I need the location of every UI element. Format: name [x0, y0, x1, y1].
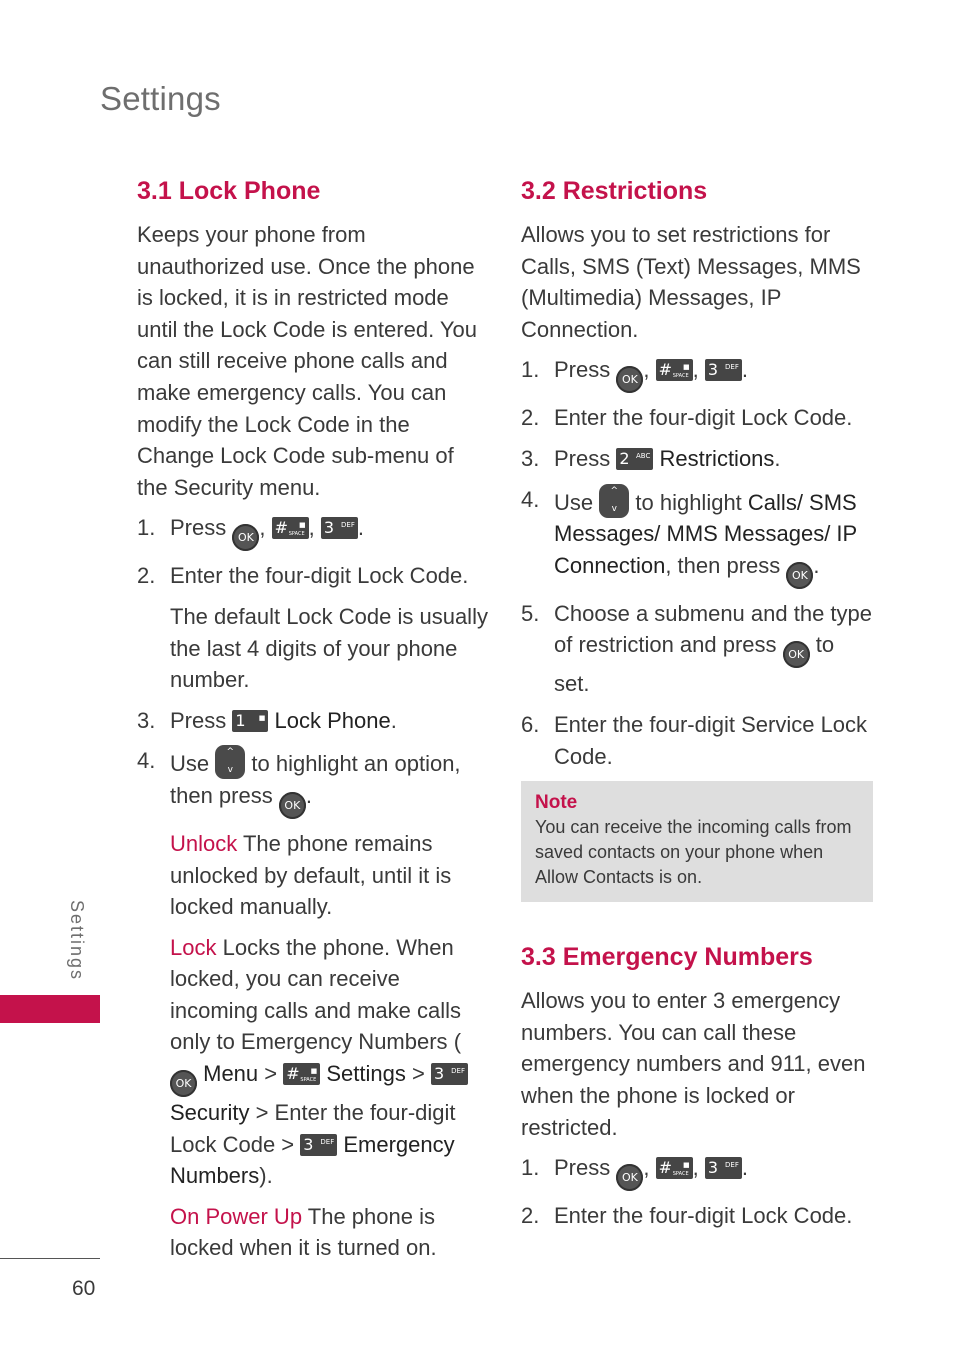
three-def-key-icon: 3 DEF: [300, 1134, 337, 1156]
lock-phone-heading: 3.1 Lock Phone: [137, 177, 321, 205]
lock-phone-label: Lock Phone: [274, 707, 391, 733]
lock-phone-section: [137, 172, 489, 1273]
note-title: Note: [535, 792, 578, 814]
security-label: Security: [170, 1100, 250, 1126]
one-key-icon: 1 ■: [232, 710, 268, 732]
step-2: 2. Enter the four-digit Lock Code.: [521, 1203, 853, 1229]
step-2: 2. Enter the four-digit Lock Code.: [521, 405, 853, 431]
three-def-key-icon: 3 DEF: [431, 1063, 468, 1085]
navigation-key-icon: ^ v: [599, 484, 629, 518]
step-4: 4. Use ^ v to highlight an option, then press OK .: [137, 745, 489, 819]
emergency-numbers-label: Emergency Numbers: [170, 1131, 455, 1189]
step-1: 1. Press OK , # ■ SPACE , 3 DEF .: [137, 512, 489, 551]
restrictions-section: [521, 172, 873, 1241]
emergency-numbers-intro: Allows you to enter 3 emergency numbers. You can call these emergency numbers and 911, even when the phone is locked or restricted.: [521, 988, 866, 1140]
side-tab-marker: [0, 995, 100, 1023]
footer-divider: [0, 1258, 100, 1259]
on-power-up-option: On Power Up The phone is locked when it is turned on.: [170, 1203, 437, 1261]
note-text: You can receive the incoming calls from saved contacts on your phone when Allow Contacts is on.: [535, 817, 852, 888]
restrictions-heading: 3.2 Restrictions: [521, 177, 708, 205]
step-4: 4. Use ^ v to highlight Calls/ SMS Messages/ MMS Messages/ IP Connection, then press OK .: [521, 484, 873, 589]
ok-key-icon: OK: [616, 1164, 643, 1191]
two-abc-key-icon: 2 ABC: [616, 448, 653, 470]
restrictions-intro: Allows you to set restrictions for Calls, SMS (Text) Messages, MMS (Multimedia) Messages, IP Connection.: [521, 222, 861, 342]
hash-space-key-icon: # ■ SPACE: [283, 1063, 320, 1085]
hash-space-key-icon: # ■ SPACE: [272, 517, 309, 539]
side-tab-label: Settings: [67, 900, 87, 982]
lock-option: Lock Locks the phone. When locked, you can receive incoming calls and make calls only to Emergency Numbers ( OK Menu > # ■ SPACE Settings > 3 DEF Security > Enter the four-digit Lock Code > 3 DEF Emergency Numbers).: [137, 932, 489, 1192]
three-def-key-icon: 3 DEF: [705, 359, 742, 381]
lock-phone-steps-cont: [137, 705, 489, 819]
ok-key-icon: OK: [279, 792, 306, 819]
default-lock-code-note: The default Lock Code is usually the last 4 digits of your phone number.: [170, 603, 488, 693]
note-box: [521, 781, 873, 902]
step-1: 1. Press OK , # ■ SPACE , 3 DEF .: [521, 354, 873, 393]
step-6: 6. Enter the four-digit Service Lock Code.: [521, 711, 868, 769]
three-def-key-icon: 3 DEF: [705, 1157, 742, 1179]
step-1: 1. Press OK , # ■ SPACE , 3 DEF .: [521, 1152, 873, 1191]
restrictions-label: Restrictions: [659, 445, 775, 471]
lock-phone-steps: [137, 512, 489, 592]
navigation-key-icon: ^ v: [215, 745, 245, 779]
ok-key-icon: OK: [786, 562, 813, 589]
restriction-types-label: Calls/ SMS Messages/ MMS Messages/ IP Connection: [554, 489, 857, 578]
ok-key-icon: OK: [232, 524, 259, 551]
page-number: 60: [72, 1277, 96, 1300]
restrictions-steps: [521, 354, 873, 772]
hash-space-key-icon: # ■ SPACE: [656, 1157, 693, 1179]
step-3: 3. Press 2 ABC Restrictions.: [521, 445, 781, 471]
unlock-option: Unlock The phone remains unlocked by default, until it is locked manually.: [170, 830, 452, 920]
three-def-key-icon: 3 DEF: [321, 517, 358, 539]
page-title: Settings: [100, 80, 221, 117]
ok-key-icon: OK: [616, 366, 643, 393]
hash-space-key-icon: # ■ SPACE: [656, 359, 693, 381]
emergency-steps: [521, 1152, 873, 1232]
lock-phone-intro: Keeps your phone from unauthorized use. Once the phone is locked, it is in restricted mode until the Lock Code is entered. You can still receive phone calls and make emergency calls. You can modify the Lock Code in the Change Lock Code sub-menu of the Security menu.: [137, 222, 478, 500]
emergency-numbers-heading: 3.3 Emergency Numbers: [521, 943, 813, 972]
settings-label: Settings: [326, 1061, 406, 1087]
ok-key-icon: OK: [170, 1070, 197, 1097]
step-3: 3. Press 1 ■ Lock Phone.: [137, 707, 397, 733]
step-5: 5. Choose a submenu and the type of restriction and press OK to set.: [521, 600, 873, 697]
menu-label: Menu: [203, 1061, 259, 1087]
ok-key-icon: OK: [783, 641, 810, 668]
step-2: 2. Enter the four-digit Lock Code.: [137, 563, 469, 589]
emergency-numbers-section: [521, 938, 873, 1232]
